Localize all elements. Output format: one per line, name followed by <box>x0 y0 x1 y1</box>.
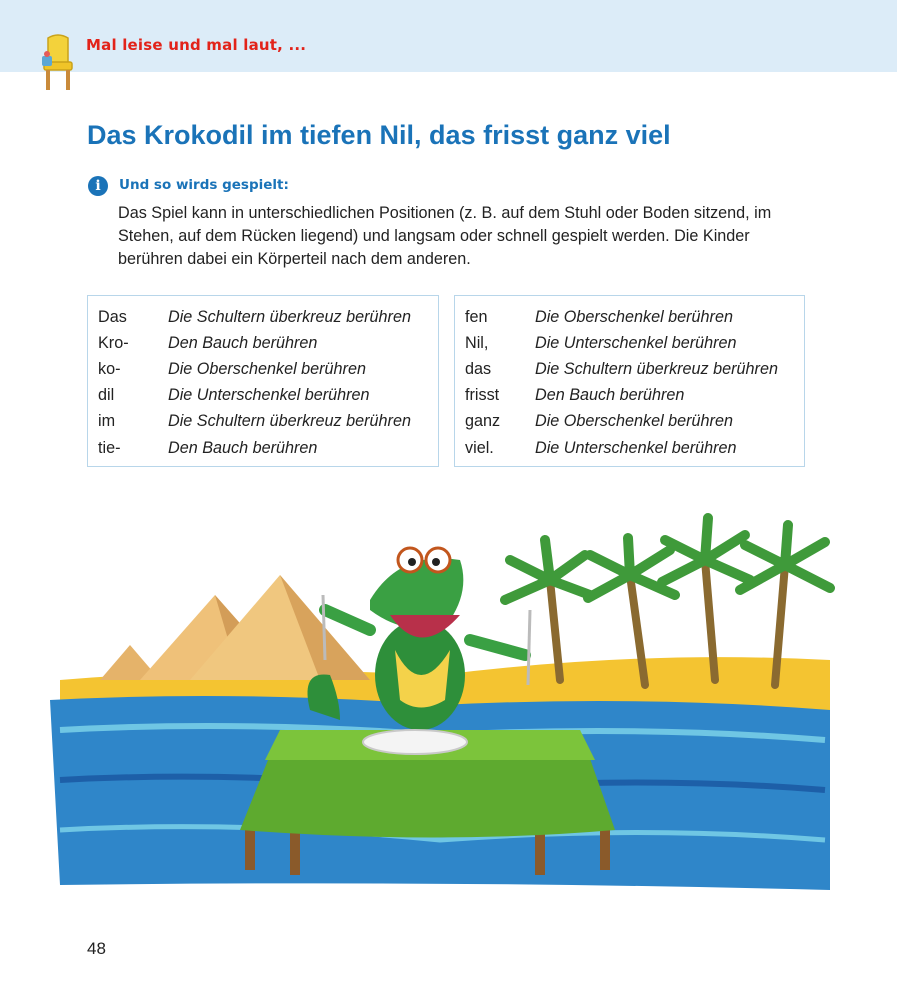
action: Die Schultern überkreuz berühren <box>535 359 778 378</box>
syllable: viel. <box>465 438 494 457</box>
table-row <box>465 409 804 435</box>
syllable: Nil, <box>465 333 489 352</box>
info-heading: Und so wirds gespielt: <box>119 177 289 193</box>
rhyme-table-left <box>87 295 439 467</box>
syllable: Kro- <box>98 333 129 352</box>
rhyme-table-right <box>454 295 805 467</box>
action: Die Unterschenkel berühren <box>535 333 737 352</box>
action: Die Unterschenkel berühren <box>168 386 370 405</box>
table-row <box>98 356 438 382</box>
chair-icon <box>38 34 78 92</box>
table-row <box>98 383 438 409</box>
section-title: Mal leise und mal laut, ... <box>86 36 307 54</box>
table-row <box>465 356 804 382</box>
info-description: Das Spiel kann in unterschiedlichen Positionen (z. B. auf dem Stuhl oder Boden sitzend, im Stehen, auf dem Rücken liegend) und langsam oder schnell gespielt werden. Die Kinder berühren dabei ein Körperteil nach dem anderen. <box>118 204 772 268</box>
action: Die Unterschenkel berühren <box>535 438 737 457</box>
table-row <box>98 409 438 435</box>
syllable: frisst <box>465 386 500 405</box>
info-icon: i <box>88 176 108 196</box>
action: Die Oberschenkel berühren <box>535 307 733 326</box>
action: Die Oberschenkel berühren <box>535 412 733 431</box>
action: Die Schultern überkreuz berühren <box>168 307 411 326</box>
table-row <box>465 304 804 330</box>
table-row <box>98 435 438 461</box>
syllable: Das <box>98 307 127 326</box>
syllable: das <box>465 359 492 378</box>
action: Den Bauch berühren <box>168 333 318 352</box>
syllable: im <box>98 412 116 431</box>
syllable: fen <box>465 307 488 326</box>
table-row <box>98 304 438 330</box>
action: Die Schultern überkreuz berühren <box>168 412 411 431</box>
syllable: ganz <box>465 412 501 431</box>
table-row <box>465 435 804 461</box>
table-row <box>465 383 804 409</box>
syllable: tie- <box>98 438 121 457</box>
page-title: Das Krokodil im tiefen Nil, das frisst ganz viel <box>87 120 671 150</box>
crocodile-illustration <box>40 500 840 900</box>
action: Den Bauch berühren <box>168 438 318 457</box>
action: Die Oberschenkel berühren <box>168 359 366 378</box>
table-row <box>98 330 438 356</box>
syllable: ko- <box>98 359 121 378</box>
action: Den Bauch berühren <box>535 386 685 405</box>
page-number: 48 <box>87 939 106 958</box>
syllable: dil <box>98 386 115 405</box>
table-row <box>465 330 804 356</box>
